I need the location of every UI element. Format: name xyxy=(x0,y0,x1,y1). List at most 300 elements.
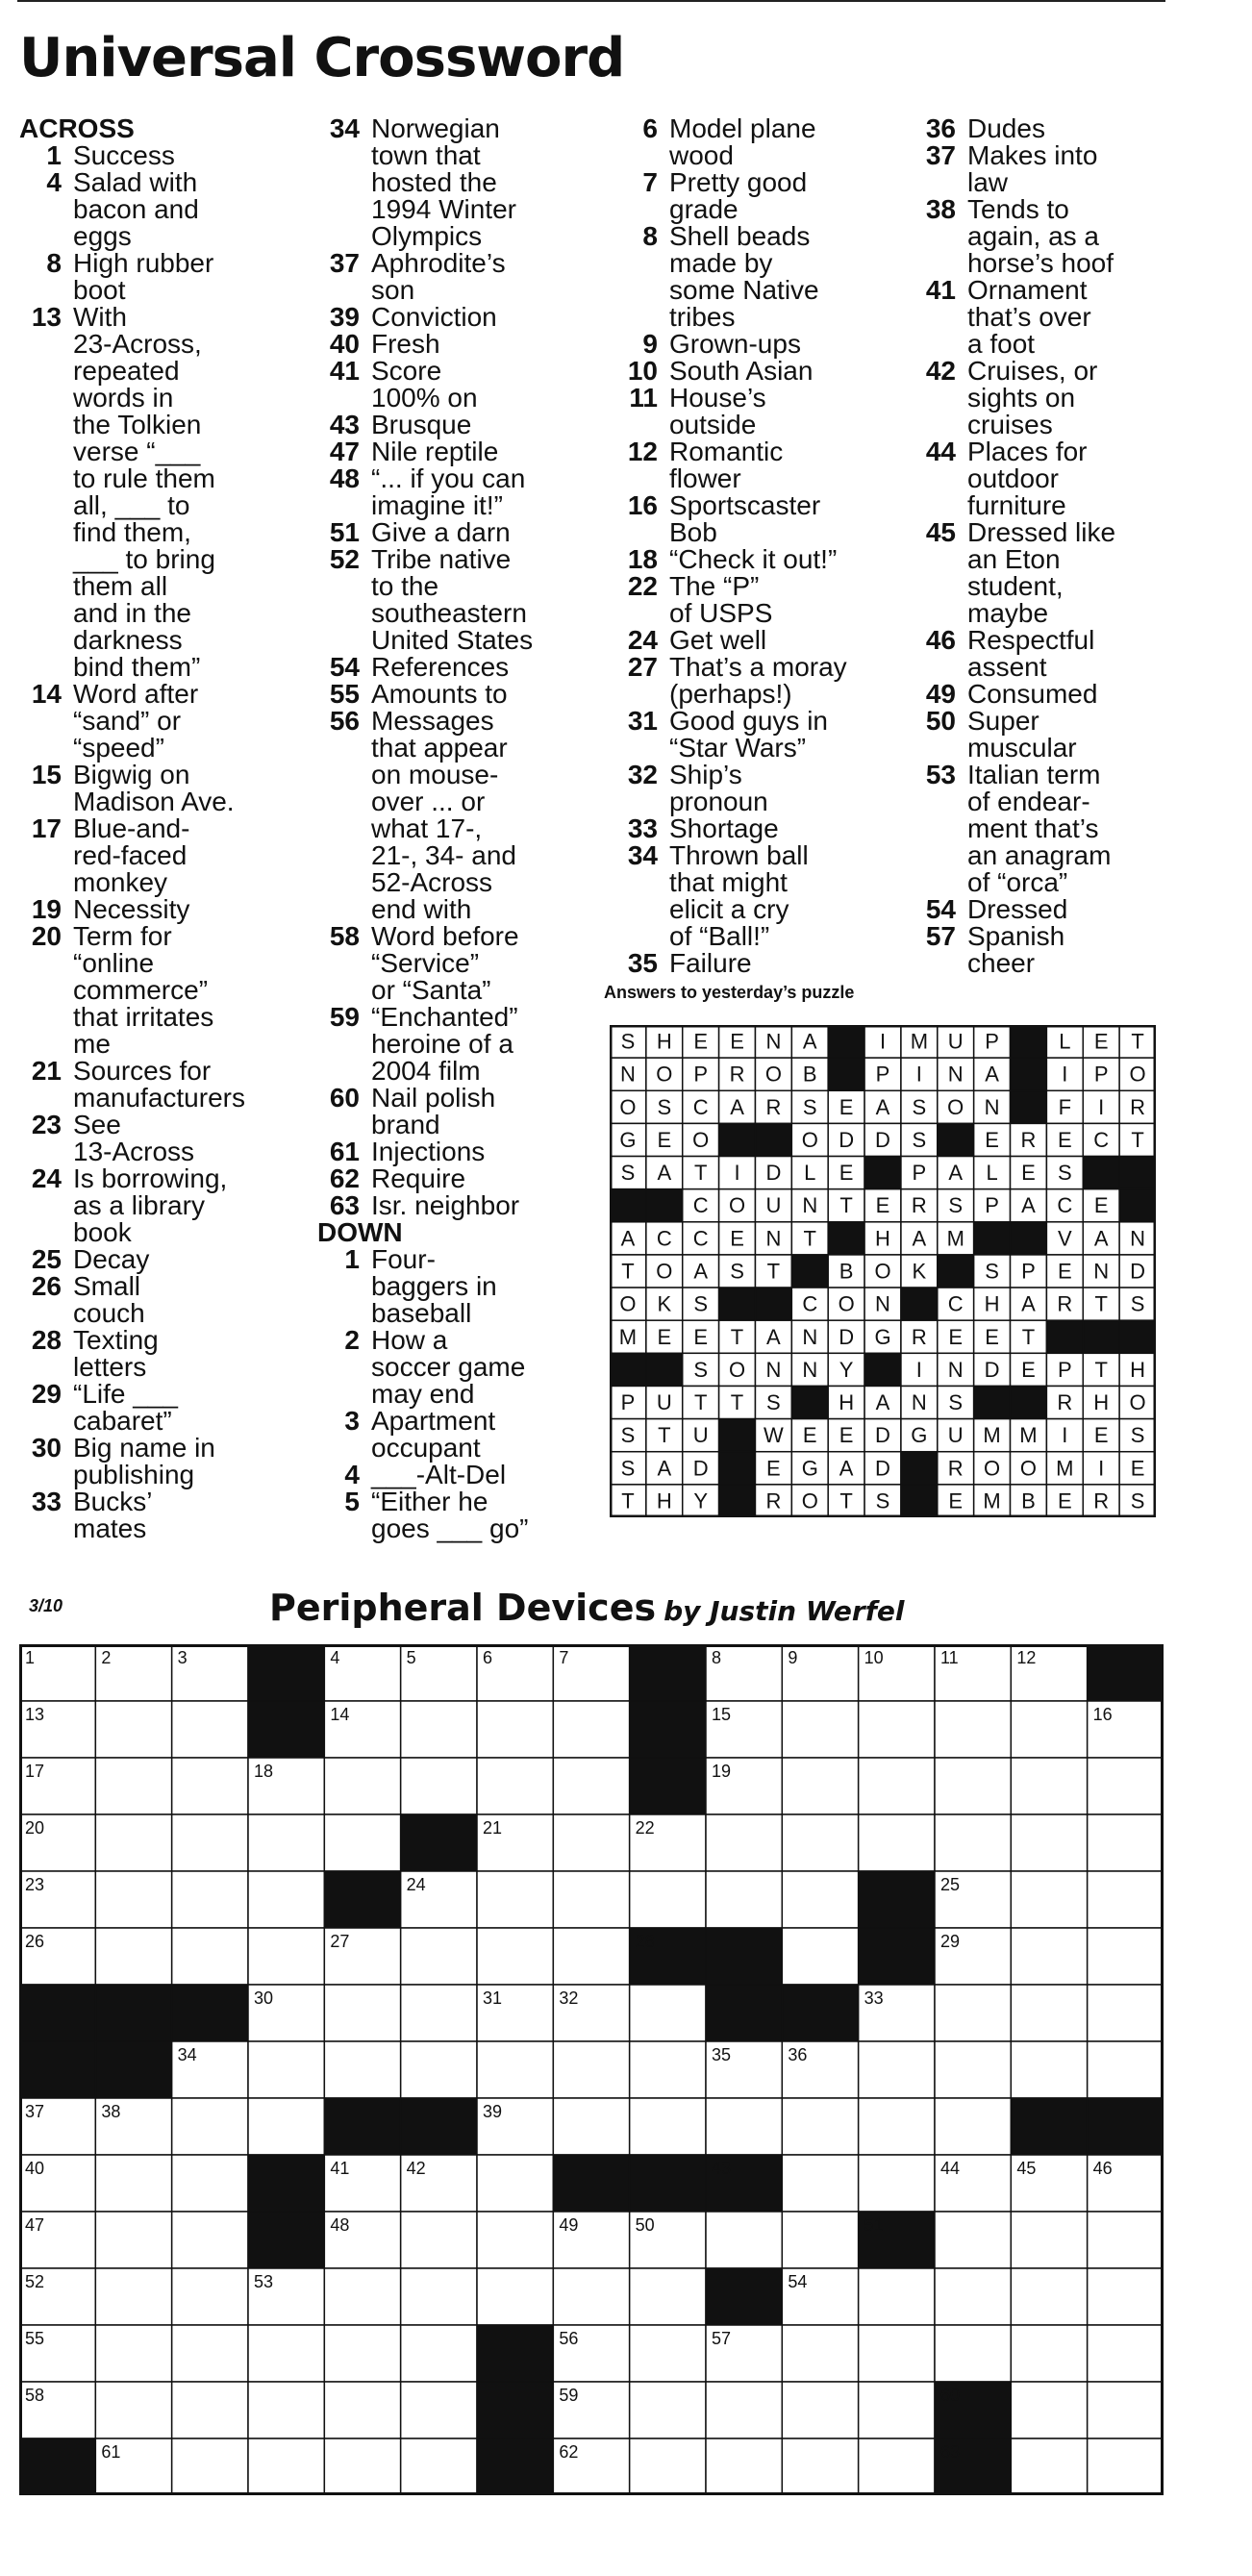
grid-cell[interactable] xyxy=(172,2155,248,2212)
grid-cell[interactable] xyxy=(172,2325,248,2382)
clue-text-line: Term for xyxy=(73,921,172,951)
clue xyxy=(615,654,894,708)
answer-block xyxy=(791,1255,828,1288)
clue-text-line: Shortage xyxy=(669,813,779,843)
grid-cell[interactable] xyxy=(401,2041,477,2098)
answer-letter: L xyxy=(986,1161,998,1186)
grid-cell[interactable] xyxy=(859,2438,935,2495)
grid-cell[interactable] xyxy=(95,1814,171,1871)
answer-letter: D xyxy=(875,1456,890,1481)
answer-letter: F xyxy=(1058,1094,1072,1119)
grid-cell[interactable] xyxy=(859,2098,935,2155)
grid-cell[interactable] xyxy=(477,2155,553,2212)
grid-cell[interactable] xyxy=(1011,2438,1087,2495)
clue-text-line: Aphrodite’s xyxy=(371,248,506,278)
grid-cell[interactable] xyxy=(935,2268,1011,2325)
clue-number: 6 xyxy=(642,113,658,143)
clue-text-line: Texting xyxy=(73,1325,159,1355)
grid-cell[interactable] xyxy=(859,1701,935,1758)
clue-text-line: Super xyxy=(967,706,1039,736)
clue-text-line: maybe xyxy=(967,598,1049,628)
clue-column-3 xyxy=(615,115,894,977)
grid-block xyxy=(630,1758,706,1814)
grid-cell[interactable] xyxy=(1088,2041,1164,2098)
clue xyxy=(914,681,1164,708)
clue-number: 37 xyxy=(329,248,360,278)
clue-number: 12 xyxy=(627,437,658,466)
clue-text-line: South Asian xyxy=(669,356,814,386)
clue-text-line: Necessity xyxy=(73,894,190,924)
answer-letter: S xyxy=(693,1357,709,1382)
clue-number: 34 xyxy=(329,113,360,143)
clue-text-line: imagine it!” xyxy=(371,490,503,520)
clue-text-line: Places for xyxy=(967,437,1088,466)
clue-text-line: verse “___ xyxy=(73,437,201,466)
grid-cell[interactable] xyxy=(477,2212,553,2268)
grid-block xyxy=(95,2041,171,2098)
grid-cell[interactable] xyxy=(1088,2268,1164,2325)
clue-number: 36 xyxy=(925,113,956,143)
grid-cell[interactable] xyxy=(935,1758,1011,1814)
grid-cell[interactable] xyxy=(553,1871,629,1928)
grid-cell[interactable] xyxy=(172,1928,248,1985)
grid-block xyxy=(706,1928,782,1985)
grid-cell[interactable] xyxy=(630,2041,706,2098)
grid-cell[interactable] xyxy=(324,1985,400,2041)
grid-cell[interactable] xyxy=(401,2212,477,2268)
grid-cell[interactable] xyxy=(859,2155,935,2212)
grid-cell[interactable] xyxy=(1011,2212,1087,2268)
clue xyxy=(914,196,1164,277)
answer-block xyxy=(938,1123,974,1156)
answer-letter: S xyxy=(1057,1161,1072,1186)
grid-cell[interactable] xyxy=(630,2268,706,2325)
answer-block xyxy=(1119,1320,1156,1353)
grid-cell[interactable] xyxy=(782,2212,858,2268)
clue-text-line: Respectful xyxy=(967,625,1095,655)
answer-letter: O xyxy=(1019,1456,1038,1481)
answer-letter: K xyxy=(912,1259,927,1284)
answer-letter: P xyxy=(1093,1062,1109,1087)
grid-cell[interactable] xyxy=(782,1928,858,1985)
grid-cell[interactable] xyxy=(401,2382,477,2438)
grid-cell[interactable] xyxy=(172,2382,248,2438)
clue-text-line: over ... or xyxy=(371,787,486,816)
answer-letter: A xyxy=(1021,1193,1036,1218)
grid-cell[interactable] xyxy=(706,2212,782,2268)
grid-cell[interactable] xyxy=(630,1985,706,2041)
answer-letter: O xyxy=(728,1193,746,1218)
grid-cell[interactable] xyxy=(248,1814,324,1871)
answer-letter: O xyxy=(656,1259,673,1284)
clue-number: 3 xyxy=(344,1406,360,1436)
clue-text-line: Bucks’ xyxy=(73,1487,153,1516)
grid-cell[interactable] xyxy=(935,2325,1011,2382)
grid-cell[interactable] xyxy=(95,1871,171,1928)
grid-cell[interactable] xyxy=(324,2041,400,2098)
answer-letter: A xyxy=(693,1259,709,1284)
grid-cell[interactable] xyxy=(935,1701,1011,1758)
grid-cell[interactable] xyxy=(172,2212,248,2268)
grid-cell[interactable] xyxy=(1088,1814,1164,1871)
grid-number: 30 xyxy=(254,1988,274,2008)
clue-text-line: town that xyxy=(371,140,481,170)
grid-cell[interactable] xyxy=(477,1928,553,1985)
clue-text-line: Tribe native xyxy=(371,544,512,574)
grid-cell[interactable] xyxy=(782,2155,858,2212)
grid-cell[interactable] xyxy=(401,1758,477,1814)
grid-cell[interactable] xyxy=(1088,2325,1164,2382)
clue-text-line: Shell beads xyxy=(669,221,811,251)
grid-cell[interactable] xyxy=(248,1928,324,1985)
grid-cell[interactable] xyxy=(477,2041,553,2098)
answers-grid xyxy=(610,1025,1156,1517)
clue-number: 59 xyxy=(329,1002,360,1032)
grid-cell[interactable] xyxy=(782,2438,858,2495)
clue-text-line: furniture xyxy=(967,490,1066,520)
answer-letter: L xyxy=(804,1161,816,1186)
grid-cell[interactable] xyxy=(1011,2382,1087,2438)
answer-letter: R xyxy=(911,1193,927,1218)
clue-text-line: outside xyxy=(669,410,757,439)
clue-number: 56 xyxy=(329,706,360,736)
clue-text-line: them all xyxy=(73,571,168,601)
answer-letter: E xyxy=(693,1029,709,1054)
clue-text-line: couch xyxy=(73,1298,145,1328)
answer-letter: R xyxy=(1057,1291,1073,1316)
grid-cell[interactable] xyxy=(477,2268,553,2325)
grid-cell[interactable] xyxy=(1011,1985,1087,2041)
grid-cell[interactable] xyxy=(1011,1701,1087,1758)
grid-number: 46 xyxy=(1092,2159,1113,2178)
clue-text-line: Pretty good xyxy=(669,167,808,197)
answer-letter: H xyxy=(839,1390,855,1415)
grid-cell[interactable] xyxy=(248,2438,324,2495)
clue-number: 41 xyxy=(925,275,956,305)
grid-cell[interactable] xyxy=(859,2382,935,2438)
answer-letter: E xyxy=(1021,1161,1036,1186)
grid-cell[interactable] xyxy=(553,2268,629,2325)
clue xyxy=(914,142,1164,196)
clue-number: 30 xyxy=(31,1433,62,1463)
answer-letter: N xyxy=(984,1094,1000,1119)
answer-letter: E xyxy=(730,1029,744,1054)
clue-number: 40 xyxy=(329,329,360,359)
grid-cell[interactable] xyxy=(859,1814,935,1871)
grid-cell[interactable] xyxy=(1088,1871,1164,1928)
clue-text-line: and in the xyxy=(73,598,191,628)
grid-cell[interactable] xyxy=(630,2438,706,2495)
answer-letter: T xyxy=(621,1259,635,1284)
clue-number: 57 xyxy=(925,921,956,951)
grid-cell[interactable] xyxy=(248,2098,324,2155)
grid-cell[interactable] xyxy=(172,2098,248,2155)
clue-number: 34 xyxy=(627,840,658,870)
clue-number: 38 xyxy=(925,194,956,224)
grid-cell[interactable] xyxy=(401,1985,477,2041)
clue-number: 15 xyxy=(31,760,62,789)
grid-cell[interactable] xyxy=(1011,2041,1087,2098)
answer-letter: G xyxy=(619,1127,637,1152)
grid-cell[interactable] xyxy=(782,1814,858,1871)
clue-number: 1 xyxy=(344,1244,360,1274)
grid-cell[interactable] xyxy=(782,1758,858,1814)
answer-letter: P xyxy=(985,1029,999,1054)
clue-number: 11 xyxy=(629,383,658,413)
grid-cell[interactable] xyxy=(95,2268,171,2325)
clue-text-line: on mouse- xyxy=(371,760,499,789)
clue-text-line: Big name in xyxy=(73,1433,215,1463)
clue-text-line: as a library xyxy=(73,1190,205,1220)
answer-letter: C xyxy=(692,1226,709,1251)
grid-cell[interactable] xyxy=(95,2212,171,2268)
grid-cell[interactable] xyxy=(782,1871,858,1928)
answer-letter: E xyxy=(1093,1029,1109,1054)
grid-cell[interactable] xyxy=(1088,2438,1164,2495)
clue-number: 62 xyxy=(329,1163,360,1193)
grid-cell[interactable] xyxy=(630,2325,706,2382)
grid-cell[interactable] xyxy=(172,1871,248,1928)
answer-letter: S xyxy=(985,1259,999,1284)
grid-cell[interactable] xyxy=(1088,1928,1164,1985)
answer-letter: O xyxy=(692,1127,710,1152)
clue-text-line: Messages xyxy=(371,706,494,736)
grid-cell[interactable] xyxy=(324,2382,400,2438)
grid-number: 44 xyxy=(940,2159,961,2178)
grid-cell[interactable] xyxy=(324,2268,400,2325)
answer-letter: D xyxy=(692,1456,709,1481)
grid-cell[interactable] xyxy=(172,2268,248,2325)
grid-cell[interactable] xyxy=(172,2438,248,2495)
clue xyxy=(914,519,1164,627)
grid-cell[interactable] xyxy=(95,1758,171,1814)
grid-cell[interactable] xyxy=(935,1814,1011,1871)
clue-text-line: Brusque xyxy=(371,410,472,439)
grid-cell[interactable] xyxy=(248,2382,324,2438)
grid-cell[interactable] xyxy=(324,1814,400,1871)
answer-letter: G xyxy=(874,1324,891,1349)
answer-letter: T xyxy=(693,1390,708,1415)
grid-cell[interactable] xyxy=(935,2041,1011,2098)
clue xyxy=(914,708,1164,762)
grid-cell[interactable] xyxy=(859,2268,935,2325)
grid-cell[interactable] xyxy=(630,2098,706,2155)
clue xyxy=(19,304,298,681)
answer-letter: R xyxy=(911,1324,927,1349)
grid-cell[interactable] xyxy=(95,1928,171,1985)
grid-cell[interactable] xyxy=(324,1758,400,1814)
grid-cell[interactable] xyxy=(95,1701,171,1758)
clue-text-line: may end xyxy=(371,1379,475,1409)
clue-number: 13 xyxy=(31,302,62,332)
answer-letter: E xyxy=(766,1456,781,1481)
clue-text-line: Tends to xyxy=(967,194,1069,224)
clue-number: 17 xyxy=(31,813,62,843)
clue-number: 58 xyxy=(329,921,360,951)
grid-cell[interactable] xyxy=(401,1928,477,1985)
answer-letter: A xyxy=(875,1094,890,1119)
clue-number: 1 xyxy=(46,140,62,170)
grid-cell[interactable] xyxy=(935,2212,1011,2268)
answer-letter: O xyxy=(801,1127,818,1152)
clue-text-line: an anagram xyxy=(967,840,1112,870)
grid-cell[interactable] xyxy=(935,2098,1011,2155)
clue-text-line: student, xyxy=(967,571,1064,601)
grid-cell[interactable] xyxy=(553,2041,629,2098)
clue xyxy=(615,573,894,627)
grid-cell[interactable] xyxy=(1011,1928,1087,1985)
answer-letter: C xyxy=(692,1094,709,1119)
grid-number: 50 xyxy=(635,2215,655,2235)
grid-cell[interactable] xyxy=(248,2041,324,2098)
grid-cell[interactable] xyxy=(95,2382,171,2438)
answer-letter: S xyxy=(620,1029,636,1054)
answer-letter: T xyxy=(1094,1291,1108,1316)
grid-block xyxy=(630,1701,706,1758)
grid-cell[interactable] xyxy=(859,2041,935,2098)
grid-cell[interactable] xyxy=(324,2438,400,2495)
clue-text-line: southeastern xyxy=(371,598,527,628)
grid-cell[interactable] xyxy=(782,2098,858,2155)
clue-text-line: flower xyxy=(669,463,741,493)
answer-block xyxy=(1119,1189,1156,1222)
down-heading: DOWN xyxy=(317,1217,403,1247)
grid-cell[interactable] xyxy=(859,2325,935,2382)
grid-cell[interactable] xyxy=(324,2325,400,2382)
grid-cell[interactable] xyxy=(553,1814,629,1871)
grid-number: 9 xyxy=(788,1648,798,1667)
clue-text-line: of “orca” xyxy=(967,867,1068,897)
answer-letter: S xyxy=(730,1259,744,1284)
answer-letter: E xyxy=(1057,1488,1072,1513)
grid-cell[interactable] xyxy=(1088,2212,1164,2268)
grid-cell[interactable] xyxy=(401,2268,477,2325)
answer-block xyxy=(864,1157,901,1189)
grid-cell[interactable] xyxy=(172,1814,248,1871)
clue-text-line: 23-Across, xyxy=(73,329,202,359)
clue-text-line: Ornament xyxy=(967,275,1088,305)
grid-cell[interactable] xyxy=(1011,2325,1087,2382)
answer-letter: T xyxy=(766,1259,781,1284)
clue xyxy=(19,681,298,762)
grid-cell[interactable] xyxy=(630,2382,706,2438)
answer-letter: M xyxy=(1019,1423,1038,1448)
grid-cell[interactable] xyxy=(95,2155,171,2212)
grid-cell[interactable] xyxy=(859,1758,935,1814)
grid-cell[interactable] xyxy=(95,2325,171,2382)
grid-cell[interactable] xyxy=(706,1814,782,1871)
grid-block xyxy=(706,1985,782,2041)
grid-cell[interactable] xyxy=(706,1871,782,1928)
clue-text-line: bind them” xyxy=(73,652,201,682)
grid-cell[interactable] xyxy=(553,1928,629,1985)
grid-cell[interactable] xyxy=(630,1871,706,1928)
answer-letter: O xyxy=(801,1488,818,1513)
answer-letter: S xyxy=(912,1127,927,1152)
clue-text-line: monkey xyxy=(73,867,168,897)
grid-block xyxy=(248,2212,324,2268)
grid-number: 38 xyxy=(101,2102,121,2121)
clue-text-line: Norwegian xyxy=(371,113,500,143)
answer-letter: L xyxy=(1059,1029,1071,1054)
grid-cell[interactable] xyxy=(706,2382,782,2438)
clue xyxy=(615,815,894,842)
grid-cell[interactable] xyxy=(935,1985,1011,2041)
clue xyxy=(615,708,894,762)
grid-cell[interactable] xyxy=(553,1701,629,1758)
clue-text-line: boot xyxy=(73,275,126,305)
grid-cell[interactable] xyxy=(248,1871,324,1928)
answer-letter: I xyxy=(915,1357,922,1382)
grid-cell[interactable] xyxy=(172,1758,248,1814)
grid-cell[interactable] xyxy=(1088,1758,1164,1814)
clue-text-line: How a xyxy=(371,1325,448,1355)
grid-cell[interactable] xyxy=(782,1701,858,1758)
answer-letter: H xyxy=(984,1291,1000,1316)
grid-block xyxy=(477,2438,553,2495)
clue-text-line: 13-Across xyxy=(73,1137,195,1166)
grid-cell[interactable] xyxy=(706,2098,782,2155)
grid-cell[interactable] xyxy=(1011,1871,1087,1928)
answer-letter: O xyxy=(874,1259,891,1284)
grid-number: 23 xyxy=(25,1875,45,1894)
answer-letter: U xyxy=(947,1029,964,1054)
grid-cell[interactable] xyxy=(1011,2268,1087,2325)
grid-cell[interactable] xyxy=(172,1701,248,1758)
answer-letter: V xyxy=(1057,1226,1072,1251)
grid-cell[interactable] xyxy=(401,2438,477,2495)
grid-cell[interactable] xyxy=(477,1701,553,1758)
grid-cell[interactable] xyxy=(1011,1758,1087,1814)
answer-letter: N xyxy=(802,1357,818,1382)
clue-number: 43 xyxy=(329,410,360,439)
clue-text-line: References xyxy=(371,652,510,682)
answer-letter: D xyxy=(875,1127,890,1152)
clue xyxy=(317,412,606,438)
grid-cell[interactable] xyxy=(1011,1814,1087,1871)
answer-letter: M xyxy=(910,1029,929,1054)
grid-cell[interactable] xyxy=(553,1758,629,1814)
clue-number: 50 xyxy=(925,706,956,736)
grid-cell[interactable] xyxy=(782,2325,858,2382)
grid-cell[interactable] xyxy=(553,2098,629,2155)
grid-cell[interactable] xyxy=(401,1701,477,1758)
grid-block xyxy=(477,2325,553,2382)
answer-block xyxy=(1046,1320,1083,1353)
grid-cell[interactable] xyxy=(477,1758,553,1814)
clue-text-line: Italian term xyxy=(967,760,1101,789)
grid-cell[interactable] xyxy=(477,1871,553,1928)
clue-text-line: that might xyxy=(669,867,788,897)
clue-number: 19 xyxy=(31,894,62,924)
grid-cell[interactable] xyxy=(248,2325,324,2382)
answer-letter: S xyxy=(948,1193,964,1218)
grid-cell[interactable] xyxy=(1088,2382,1164,2438)
clue-text-line: Is borrowing, xyxy=(73,1163,228,1193)
clue-number: 28 xyxy=(31,1325,62,1355)
grid-block xyxy=(324,2098,400,2155)
grid-cell[interactable] xyxy=(1088,1985,1164,2041)
answer-block xyxy=(719,1452,756,1485)
clue-text-line: Score xyxy=(371,356,442,386)
grid-cell[interactable] xyxy=(782,2382,858,2438)
answer-letter: E xyxy=(1093,1193,1109,1218)
grid-cell[interactable] xyxy=(706,2438,782,2495)
grid-cell[interactable] xyxy=(401,2325,477,2382)
clue-text-line: book xyxy=(73,1217,132,1247)
grid-number: 15 xyxy=(712,1705,732,1724)
grid-number: 7 xyxy=(559,1648,569,1667)
